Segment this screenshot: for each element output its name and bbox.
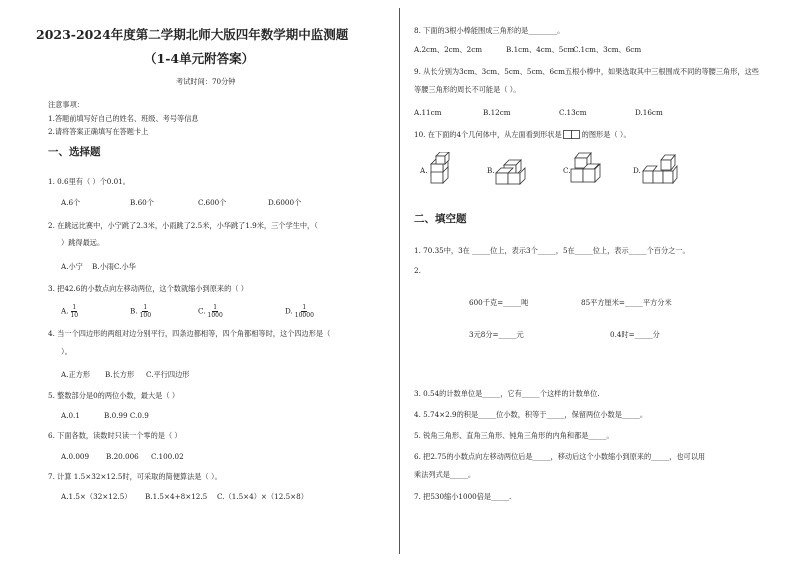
cube-stack-a-icon xyxy=(427,152,457,184)
question-stem-cont: 等腰三角形的周长不可能是（ ）。 xyxy=(414,85,521,94)
cube-stack-c-icon xyxy=(569,152,603,184)
option: A.0.1 xyxy=(61,411,80,420)
option: A.1.5×（32×12.5） xyxy=(61,492,132,501)
page-subtitle: （1-4单元附答案） xyxy=(144,51,255,66)
option: B.长方形 xyxy=(105,370,135,379)
option: C.100.02 xyxy=(151,452,184,461)
option: A.小宁 xyxy=(61,262,83,271)
question-stem: 8. 下面的3根小棒能围成三角形的是________。 xyxy=(414,26,565,35)
option-label: B. xyxy=(487,166,495,175)
option: C.1cm、3cm、6cm xyxy=(573,45,642,54)
fill-question: 5. 锐角三角形、直角三角形、钝角三角形的内角和都是_____。 xyxy=(414,431,614,440)
option-fraction: B. $\frac{1}{100}$ xyxy=(130,304,152,319)
option: D.16cm xyxy=(635,108,663,117)
fill-question: 7. 把530缩小1000倍是_____. xyxy=(414,492,512,501)
option-label: A. xyxy=(420,166,428,175)
option-fraction: D. $\frac{1}{10000}$ xyxy=(285,304,314,319)
option-fraction: A. $\frac{1}{10}$ xyxy=(61,304,79,319)
question-stem: 5. 整数部分是0的两位小数，最大是（ ） xyxy=(48,391,180,400)
option-label: C. xyxy=(563,166,571,175)
option: D.6000个 xyxy=(268,198,302,207)
option: C.600个 xyxy=(198,198,227,207)
fill-item: 3元8分=_____元 xyxy=(469,330,524,339)
question-stem: 6. 下面各数，读数时只读一个零的是（ ） xyxy=(48,431,182,440)
question-stem: 9. 从长分别为3cm、3cm、5cm、5cm、6cm五根小棒中，如果选取其中三根围成不同的等腰三角形，这些 xyxy=(414,67,759,76)
fill-question: 3. 0.54的计数单位是_____，它有_____个这样的计数单位. xyxy=(414,389,600,398)
column-divider xyxy=(399,8,400,554)
two-squares-icon xyxy=(563,130,581,140)
left-column xyxy=(0,0,396,562)
question-stem-cont: ）。 xyxy=(61,347,72,356)
fill-item: 85平方厘米=_____平方分米 xyxy=(581,298,672,307)
page-title: 2023-2024年度第二学期北师大版四年数学期中监测题 xyxy=(36,27,349,42)
question-stem: 3. 把42.6的小数点向左移动两位，这个数就缩小到原来的（ ） xyxy=(48,284,248,293)
fill-item: 600千克=_____吨 xyxy=(469,298,529,307)
option: A.6个 xyxy=(61,198,81,207)
cube-stack-b-icon xyxy=(494,155,528,185)
option: B.60个 xyxy=(130,198,154,207)
option: B.12cm xyxy=(483,108,511,117)
option: C.平行四边形 xyxy=(146,370,190,379)
question-stem: 7. 计算 1.5×32×12.5时，可采取的简便算法是（ ）。 xyxy=(48,472,222,481)
option: B.0.99 C.0.9 xyxy=(104,411,149,420)
option: A.2cm、2cm、2cm xyxy=(414,45,483,54)
option: B.1.5×4+8×12.5 xyxy=(145,492,208,501)
note-item: 1.答题前填写好自己的姓名、班级、考号等信息 xyxy=(48,114,199,123)
fill-question: 6. 把2.75的小数点向左移动两位后是_____，移动后这个小数缩小到原来的_____，也可以用 xyxy=(414,452,706,461)
option: C.13cm xyxy=(559,108,587,117)
notes-heading: 注意事项： xyxy=(48,100,84,109)
exam-time: 考试时间：70分钟 xyxy=(176,77,236,86)
right-column xyxy=(403,0,794,562)
note-item: 2.请将答案正确填写在答题卡上 xyxy=(48,127,149,136)
option-label: D. xyxy=(633,166,641,175)
fill-question-cont: 乘法列式是_____。 xyxy=(414,470,476,479)
fill-question: 1. 70.35中，3在 _____位上，表示3个_____，5在_____位上，表示_____个百分之一。 xyxy=(414,246,690,255)
question-stem-cont: ）跳得最远。 xyxy=(61,238,105,247)
option: A.正方形 xyxy=(61,370,91,379)
option: B.1cm、4cm、5cm xyxy=(506,45,575,54)
option: A.11cm xyxy=(414,108,442,117)
section-title: 一、选择题 xyxy=(48,146,101,158)
option: B.20.006 xyxy=(106,452,139,461)
question-stem: 10. 在下面的4个几何体中，从左面看到形状是 的图形是（ ）。 xyxy=(414,130,631,139)
question-stem: 1. 0.6里有（ ）个0.01。 xyxy=(48,177,130,186)
fill-item: 0.4时=_____分 xyxy=(610,330,660,339)
section-title: 二、填空题 xyxy=(414,213,467,225)
option-fraction: C. $\frac{1}{1000}$ xyxy=(198,304,223,319)
cube-stack-d-icon xyxy=(641,154,681,184)
option: B.小雨C.小华 xyxy=(92,262,136,271)
option: C.（1.5×4）×（12.5×8） xyxy=(217,492,308,501)
question-stem: 2. 在跳远比赛中，小宁跳了2.3米，小雨跳了2.5米，小华跳了1.9米，三个学生中，（ xyxy=(48,221,318,230)
question-stem: 4. 当一个四边形的两组对边分别平行，四条边都相等，四个角都相等时，这个四边形是（ xyxy=(48,329,331,338)
option: A.0.009 xyxy=(61,452,90,461)
fill-question-number: 2. xyxy=(414,266,421,275)
fill-question: 4. 5.74×2.9的积是_____位小数，积等于_____，保留两位小数是_____。 xyxy=(414,410,648,419)
